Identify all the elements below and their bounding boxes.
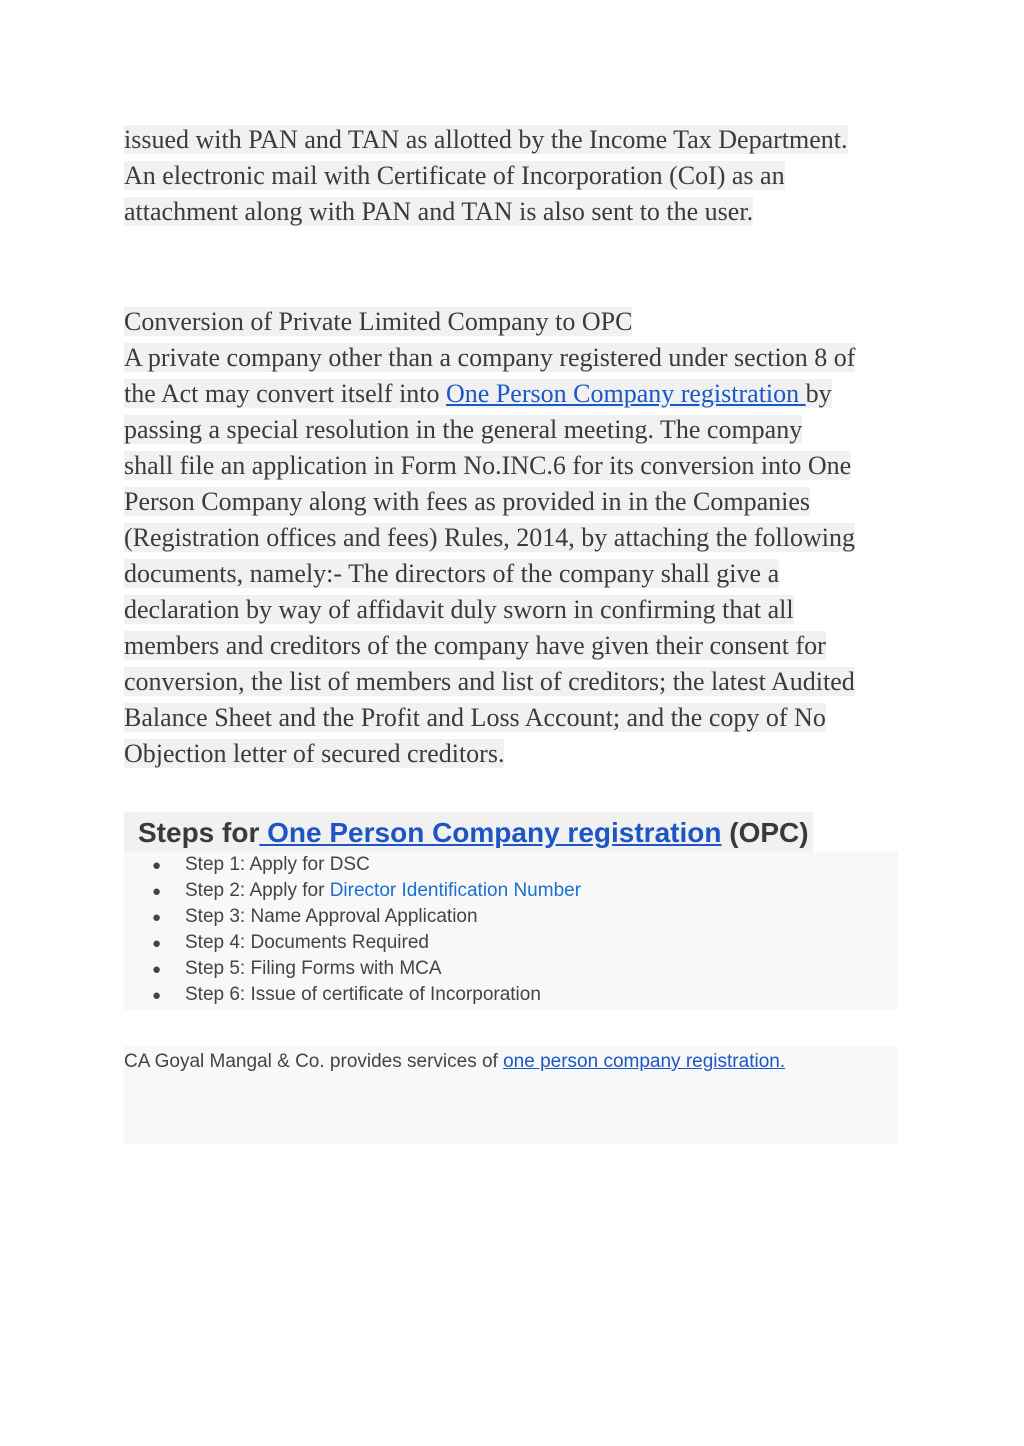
intro-line: attachment along with PAN and TAN is also sent to the user. xyxy=(124,197,754,226)
steps-heading: Steps for One Person Company registration (OPC) xyxy=(124,812,813,854)
bullet-icon: ● xyxy=(152,961,162,978)
paragraph-line: (Registration offices and fees) Rules, 2014, by attaching the following xyxy=(124,523,855,552)
paragraph-line: passing a special resolution in the general meeting. The company xyxy=(124,415,803,444)
footer-text: CA Goyal Mangal & Co. provides services of one person company registration. xyxy=(124,1051,786,1072)
footer-opc-link[interactable]: one person company registration. xyxy=(503,1051,786,1072)
paragraph-line: conversion, the list of members and list of creditors; the latest Audited xyxy=(124,667,855,696)
paragraph-line: declaration by way of affidavit duly sworn in confirming that all xyxy=(124,595,794,624)
bullet-icon: ● xyxy=(152,987,162,1004)
opc-registration-link[interactable]: One Person Company registration xyxy=(446,379,806,408)
steps-heading-link[interactable]: One Person Company registration xyxy=(259,817,722,848)
list-item: ● Step 1: Apply for DSC xyxy=(152,852,370,878)
intro-line: issued with PAN and TAN as allotted by the Income Tax Department. xyxy=(124,125,848,154)
paragraph-line: Person Company along with fees as provided in in the Companies xyxy=(124,487,811,516)
bullet-icon: ● xyxy=(152,857,162,874)
list-item: ● Step 6: Issue of certificate of Incorporation xyxy=(152,982,541,1008)
section-heading-conversion: Conversion of Private Limited Company to OPC xyxy=(124,307,633,336)
bullet-icon: ● xyxy=(152,935,162,952)
bullet-icon: ● xyxy=(152,883,162,900)
paragraph-line: Balance Sheet and the Profit and Loss Account; and the copy of No xyxy=(124,703,826,732)
paragraph-line: Objection letter of secured creditors. xyxy=(124,739,505,768)
bullet-icon: ● xyxy=(152,909,162,926)
paragraph-line: A private company other than a company registered under section 8 of xyxy=(124,343,856,372)
paragraph-line: shall file an application in Form No.INC.6 for its conversion into One xyxy=(124,451,852,480)
list-item: ● Step 5: Filing Forms with MCA xyxy=(152,956,442,982)
director-id-link[interactable]: Director Identification Number xyxy=(329,880,582,901)
paragraph-line: the Act may convert itself into One Person Company registration by xyxy=(124,379,832,408)
list-item: ● Step 3: Name Approval Application xyxy=(152,904,478,930)
list-item: ● Step 4: Documents Required xyxy=(152,930,429,956)
paragraph-line: documents, namely:- The directors of the company shall give a xyxy=(124,559,780,588)
list-item: ● Step 2: Apply for Director Identification Number xyxy=(152,878,581,904)
intro-line: An electronic mail with Certificate of Incorporation (CoI) as an xyxy=(124,161,785,190)
paragraph-line: members and creditors of the company have given their consent for xyxy=(124,631,826,660)
